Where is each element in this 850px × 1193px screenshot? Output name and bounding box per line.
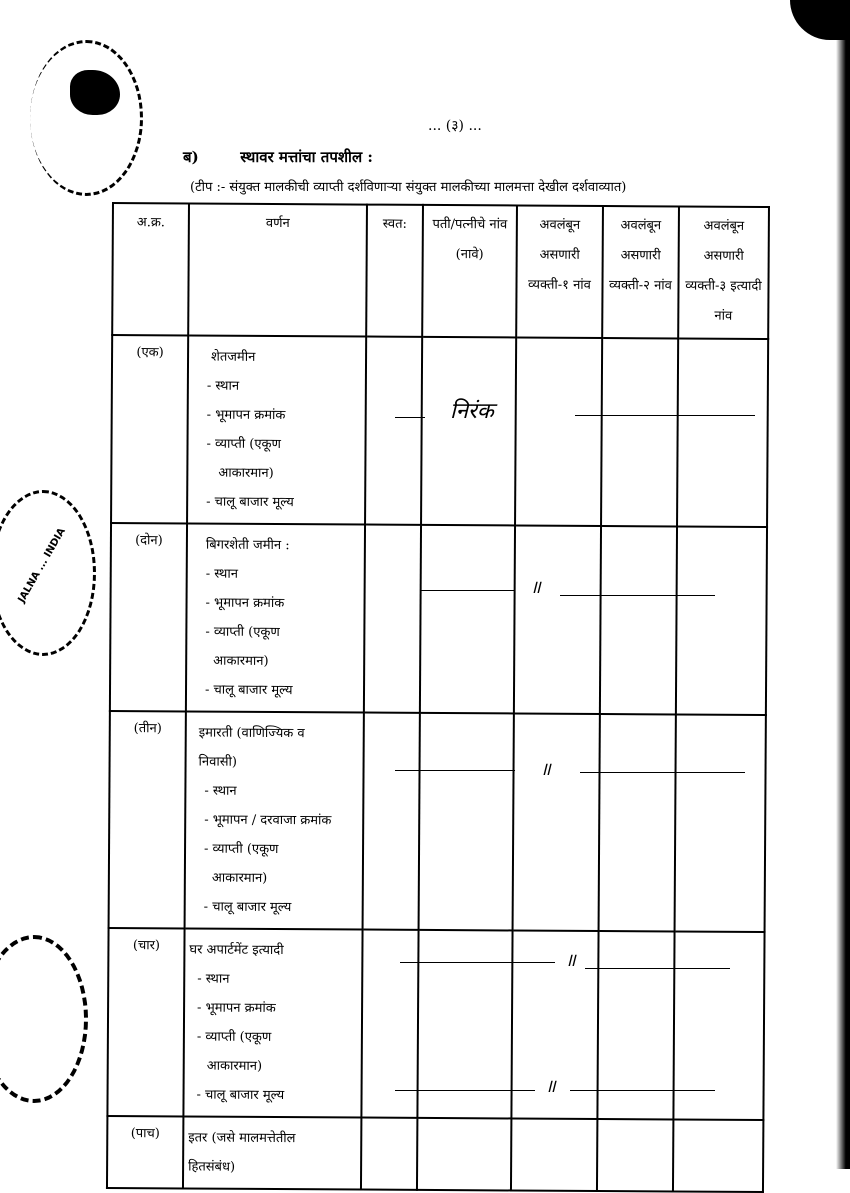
desc-line: - भूमापन क्रमांक (206, 407, 286, 424)
col-dependent-1: अवलंबून असणारी व्यक्ती-१ नांव (516, 205, 603, 338)
desc-line: - व्याप्ती (एकूण (204, 841, 279, 858)
col-dependent-2: अवलंबून असणारी व्यक्ती-२ नांव (602, 206, 679, 338)
handwritten-ditto: ॥ (545, 1076, 556, 1097)
desc-line: - व्याप्ती (एकूण (206, 436, 282, 453)
desc-line: - भूमापन क्रमांक (205, 595, 285, 612)
desc-line: - भूमापन / दरवाजा क्रमांक (204, 812, 332, 829)
table-header-row (112, 203, 769, 339)
serial-cell: (तीन) (109, 711, 186, 928)
section-heading (183, 147, 373, 167)
serial-cell: (पाच) (107, 1116, 183, 1188)
section-note: (टीप :- संयुक्त मालकीची व्याप्ती दर्शविणाऱ्या संयुक्त मालकीच्या मालमत्ता देखील दर्शवाव्यात) (190, 180, 627, 195)
desc-line: आकारमान) (218, 465, 274, 481)
desc-line: - व्याप्ती (एकूण (205, 624, 280, 641)
handwritten-dash (575, 415, 755, 416)
handwritten-nil: निरंक (450, 399, 494, 424)
stamp-text: JALNA ... INDIA (16, 526, 68, 605)
handwritten-dash (400, 962, 555, 963)
desc-line: - चालू बाजार मूल्य (204, 682, 293, 699)
desc-line: इतर (जसे मालमत्तेतील (188, 1130, 296, 1147)
table-row (111, 335, 768, 527)
desc-line: - स्थान (204, 783, 237, 799)
section-label: ब) (183, 148, 199, 166)
desc-line: इमारती (वाणिज्यिक व (198, 725, 305, 742)
handwritten-ditto: ॥ (540, 759, 551, 780)
desc-line: शेतजमीन (211, 349, 256, 365)
handwritten-ditto: ॥ (530, 577, 541, 598)
handwritten-dash (585, 968, 730, 969)
desc-line: - चालू बाजार मूल्य (196, 1087, 285, 1104)
official-stamp (0, 935, 88, 1103)
table-row (107, 1116, 763, 1192)
col-dependent-3: अवलंबून असणारी व्यक्ती-३ इत्यादी नांव (678, 206, 769, 339)
col-self: स्वत: (366, 205, 423, 337)
official-stamp (30, 40, 143, 196)
handwritten-dash (395, 770, 515, 771)
desc-line: हितसंबंध) (188, 1159, 236, 1175)
desc-line: आकारमान) (213, 653, 269, 669)
desc-line: - व्याप्ती (एकूण (196, 1029, 272, 1045)
page-number: ... (३) ... (428, 118, 482, 134)
desc-line: - चालू बाजार मूल्य (206, 494, 294, 511)
desc-line: बिगरशेती जमीन : (205, 537, 290, 554)
description-cell (186, 523, 365, 712)
col-description: वर्णन (188, 203, 367, 336)
col-spouse: पती/पत्नीचे नांव (नावे) (422, 205, 517, 338)
desc-line: निवासी) (198, 754, 238, 770)
desc-line: - स्थान (197, 971, 230, 987)
desc-line: आकारमान) (206, 1058, 263, 1074)
table-row (110, 523, 767, 715)
table-row (109, 711, 766, 932)
handwritten-dash (570, 1090, 715, 1091)
scan-edge (836, 0, 850, 1169)
description-cell (185, 711, 364, 929)
section-title: स्थावर मत्तांचा तपशील : (240, 148, 373, 166)
serial-cell: (एक) (111, 335, 188, 523)
handwritten-dash (395, 417, 425, 418)
serial-cell: (दोन) (110, 523, 187, 711)
col-serial: अ.क्र. (112, 203, 189, 335)
serial-cell: (चार) (107, 928, 184, 1116)
desc-line: - स्थान (205, 566, 238, 582)
description-cell (183, 928, 362, 1117)
desc-line: आकारमान) (211, 870, 268, 886)
desc-line: - भूमापन क्रमांक (197, 1000, 276, 1017)
handwritten-ditto: ॥ (565, 950, 576, 971)
description-cell (187, 335, 366, 524)
desc-line: - स्थान (206, 378, 240, 394)
handwritten-dash (580, 772, 745, 773)
desc-line: घर अपार्टमेंट इत्यादी (189, 942, 284, 959)
official-stamp (0, 490, 96, 656)
handwritten-dash (560, 595, 715, 596)
description-cell (183, 1116, 361, 1189)
immovable-assets-table (106, 202, 770, 1193)
table-row (107, 928, 764, 1120)
handwritten-dash (420, 590, 515, 591)
handwritten-dash (395, 1090, 535, 1091)
desc-line: - चालू बाजार मूल्य (203, 899, 292, 916)
scan-corner (790, 0, 850, 40)
